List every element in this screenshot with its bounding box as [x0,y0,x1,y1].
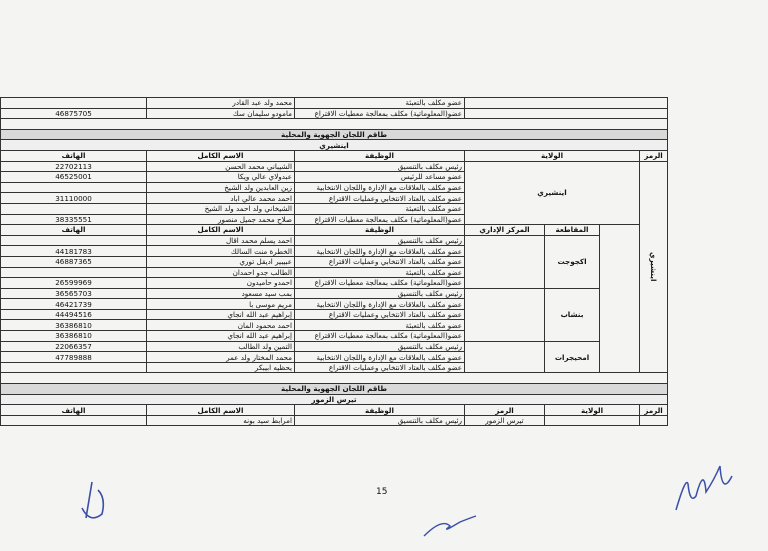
phone-header: الهاتف [1,405,147,416]
role-cell: رئيس مكلف بالتنسيق [295,341,465,352]
phone-cell: 44181783 [1,246,147,257]
section-title: طاقم اللجان الجهوية والمحلية [1,384,668,395]
name-cell: احمد محمود المان [147,320,295,331]
role-cell: عضو(المعلوماتية) مكلف بمعالجة معطيات الاقتراع [295,214,465,225]
empty-cell [640,415,668,426]
symbol-header: الرمز [465,405,545,416]
moughataa-header: المقاطعة [545,225,600,236]
name-cell: مريم موسى با [147,299,295,310]
role-cell: عضو مكلف بالعلاقات مع الإدارة واللجان الانتخابية [295,182,465,193]
empty-cell [465,98,668,109]
phone-cell: 44494516 [1,309,147,320]
moughataa-cell: بنشاب [545,288,600,341]
role-cell: عضو مكلف بالتعبئة [295,267,465,278]
section-title: طاقم اللجان الجهوية والمحلية [1,129,668,140]
name-cell: مامودو سليمان سك [147,108,295,119]
name-cell: الشيباني محمد الحسن [147,161,295,172]
phone-cell: 36386810 [1,320,147,331]
phone-cell: 46421739 [1,299,147,310]
symbol-header: الرمز [640,405,668,416]
name-cell: امرابط سيد بونه [147,415,295,426]
phone-header: الهاتف [1,225,147,236]
role-header: الوظيفة [295,150,465,161]
section-title-row [1,384,668,395]
empty-cell [1,373,668,384]
name-cell: احمدو حاميدون [147,278,295,289]
blank-row [1,119,668,130]
empty-cell [600,225,640,373]
phone-header: الهاتف [1,150,147,161]
moughataa-cell: امحيجرات [545,341,600,373]
role-cell: عضو مكلف بالعتاد الانتخابي وعمليات الاقتراع [295,193,465,204]
phone-cell: 22066357 [1,341,147,352]
section-title-row [1,129,668,140]
name-cell: صلاح محمد جميل منصور [147,214,295,225]
header-row [1,225,668,236]
role-cell: رئيس مكلف بالتنسيق [295,161,465,172]
name-cell: بمب سيد مسعود [147,288,295,299]
role-cell: رئيس مكلف بالتنسيق [295,288,465,299]
name-cell: محمد ولد عبد القادر [147,98,295,109]
role-cell: رئيس مكلف بالتنسيق [295,415,465,426]
header-row [1,405,668,416]
section-subtitle-row [1,140,668,151]
name-cell: الخطرة منت السالك [147,246,295,257]
role-cell: عضو مكلف بالعلاقات مع الإدارة واللجان الانتخابية [295,299,465,310]
table-row [1,415,668,426]
phone-cell [1,182,147,193]
empty-cell [465,108,668,119]
signature-left [72,478,112,530]
phone-cell [1,203,147,214]
moughataa-cell: اكجوجت [545,235,600,288]
phone-cell: 22702113 [1,161,147,172]
wilaya-header: الولاية [465,150,640,161]
symbol-header: الرمز [640,150,668,161]
center-cell [465,288,545,341]
phone-cell [1,235,147,246]
role-cell: رئيس مكلف بالتنسيق [295,235,465,246]
role-cell: عضو مكلف بالتعبئة [295,98,465,109]
role-cell: عضو(المعلوماتية) مكلف بمعالجة معطيات الاقتراع [295,331,465,342]
table-row [1,108,668,119]
name-cell: عبيبير اديقل توري [147,256,295,267]
name-cell: الطالب جدو احمدان [147,267,295,278]
phone-cell: 46525001 [1,172,147,183]
role-cell: عضو مكلف بالعلاقات مع الإدارة واللجان الانتخابية [295,246,465,257]
empty-cell [1,119,668,130]
name-cell: زين العابدين ولد الشيخ [147,182,295,193]
table-row [1,235,668,246]
table-row [1,98,668,109]
empty-cell [545,415,640,426]
phone-cell [1,267,147,278]
name-cell: التمين ولد الطالب [147,341,295,352]
name-cell: إبراهيم عبد الله انجاي [147,331,295,342]
phone-cell: 38335551 [1,214,147,225]
name-cell: محمد المختار ولد عمر [147,352,295,363]
section-subtitle: تيرس الزمور [1,394,668,405]
name-cell: احمد يسلم محمد اقال [147,235,295,246]
name-header: الاسم الكامل [147,405,295,416]
name-header: الاسم الكامل [147,150,295,161]
wilaya-cell: اينشيري [465,161,640,225]
phone-cell [1,415,147,426]
center-cell [465,235,545,288]
name-cell: إبراهيم عبد الله انجاي [147,309,295,320]
phone-cell: 47789888 [1,352,147,363]
name-cell: الشيخاني ولد احمد ولد الشيخ [147,203,295,214]
page-number: 15 [376,487,388,497]
wilaya-cell: تيرس الزمور [465,415,545,426]
role-cell: عضو مكلف بالتعبئة [295,203,465,214]
phone-cell: 46875705 [1,108,147,119]
center-cell [465,341,545,373]
center-header: المركز الإداري [465,225,545,236]
role-cell: عضو مكلف بالعتاد الانتخابي وعمليات الاقتراع [295,256,465,267]
phone-cell: 36386810 [1,331,147,342]
section-subtitle-row [1,394,668,405]
name-cell: يحظيه ابيبكر [147,362,295,373]
signature-middle [420,512,480,542]
section-subtitle: اينشيري [1,140,668,151]
table-row [1,161,668,172]
role-cell: عضو مكلف بالعتاد الانتخابي وعمليات الاقتراع [295,309,465,320]
role-cell: عضو(المعلوماتية) مكلف بمعالجة معطيات الاقتراع [295,108,465,119]
name-cell: عبدولاي عالي ويكا [147,172,295,183]
wilaya-header: الولاية [545,405,640,416]
name-header: الاسم الكامل [147,225,295,236]
phone-cell [1,98,147,109]
phone-cell: 46887365 [1,256,147,267]
vertical-wilaya-label: اينشيري [640,161,668,373]
role-cell: عضو(المعلوماتية) مكلف بمعالجة معطيات الاقتراع [295,278,465,289]
header-row [1,150,668,161]
phone-cell [1,362,147,373]
signature-right [670,456,740,516]
phone-cell: 31110000 [1,193,147,204]
phone-cell: 26599969 [1,278,147,289]
table-row [1,341,668,352]
committees-table [0,97,668,426]
name-cell: احمد محمد عالي اباد [147,193,295,204]
role-cell: عضو مكلف بالتعبئة [295,320,465,331]
role-header: الوظيفة [295,405,465,416]
role-cell: عضو مساعد للرئيس [295,172,465,183]
table-row [1,288,668,299]
blank-row [1,373,668,384]
role-cell: عضو مكلف بالعتاد الانتخابي وعمليات الاقتراع [295,362,465,373]
role-cell: عضو مكلف بالعلاقات مع الإدارة واللجان الانتخابية [295,352,465,363]
role-header: الوظيفة [295,225,465,236]
phone-cell: 36565703 [1,288,147,299]
